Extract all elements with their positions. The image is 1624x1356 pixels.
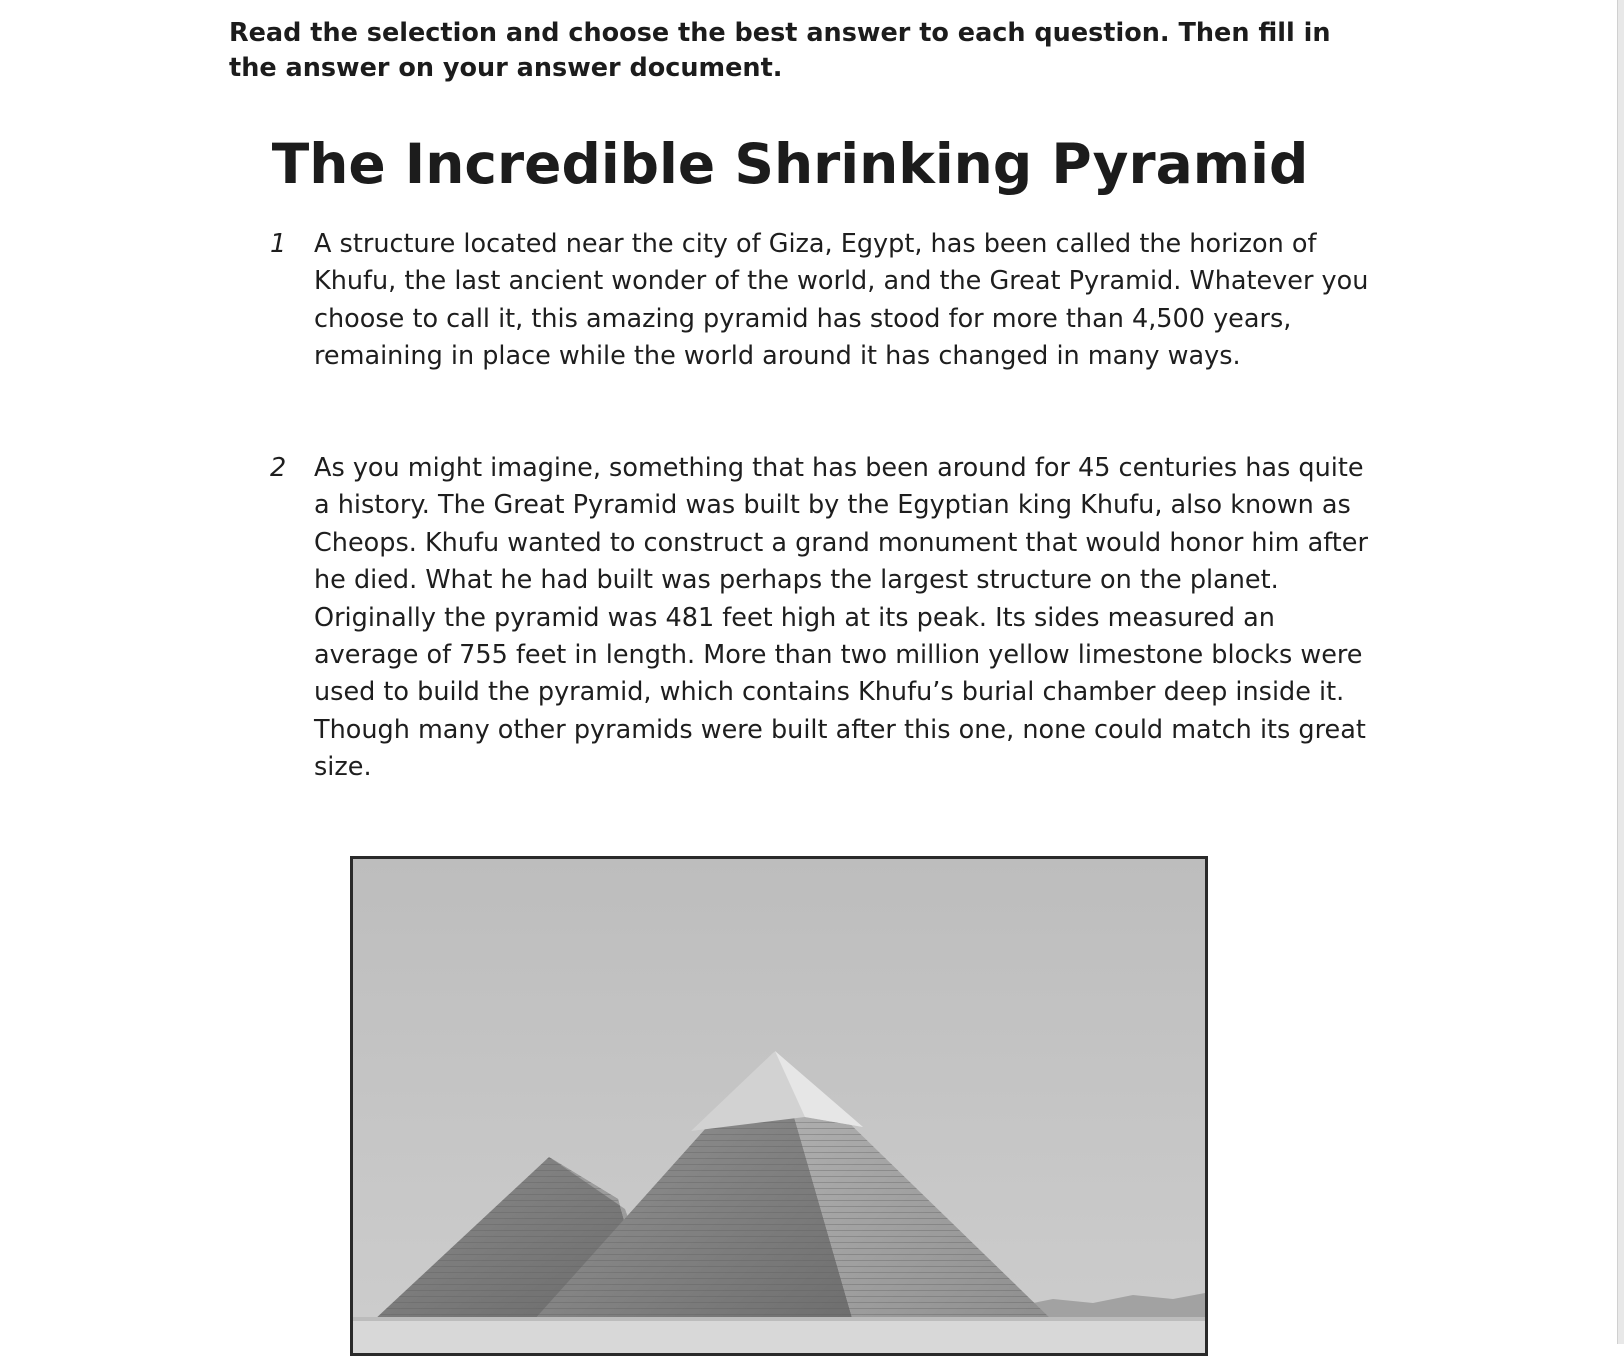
pyramids-illustration (353, 859, 1205, 1353)
instructions: Read the selection and choose the best answer to each question. Then fill in the answer on your answer document. (229, 18, 1331, 83)
paragraph-number-1: 1 (270, 229, 287, 259)
desert-ground (353, 1317, 1205, 1353)
pyramids-photo (350, 856, 1208, 1356)
page-edge (1617, 0, 1624, 1344)
paragraph-2: As you might imagine, something that has been around for 45 centuries has quite a history. The Great Pyramid was built by the Egyptian king Khufu, also known as Cheops. Khufu wanted to construct a grand monument that would honor him after he died. What he had built was perhaps the largest structure on the planet. Originally the pyramid was 481 feet high at its peak. Its sides measured an average of 755 feet in length. More than two million yellow limestone blocks were used to build the pyramid, which contains Khufu’s burial chamber deep inside it. Though many other pyramids were built after this one, none could match its great size. (314, 453, 1368, 783)
paragraph-number-2: 2 (270, 453, 287, 483)
paragraph-1: A structure located near the city of Giza, Egypt, has been called the horizon of Khufu, the last ancient wonder of the world, and the Great Pyramid. Whatever you choose to call it, this amazing pyramid has stood for more than 4,500 years, remaining in place while the world around it has changed in many ways. (314, 229, 1369, 372)
passage-title: The Incredible Shrinking Pyramid (271, 132, 1309, 196)
